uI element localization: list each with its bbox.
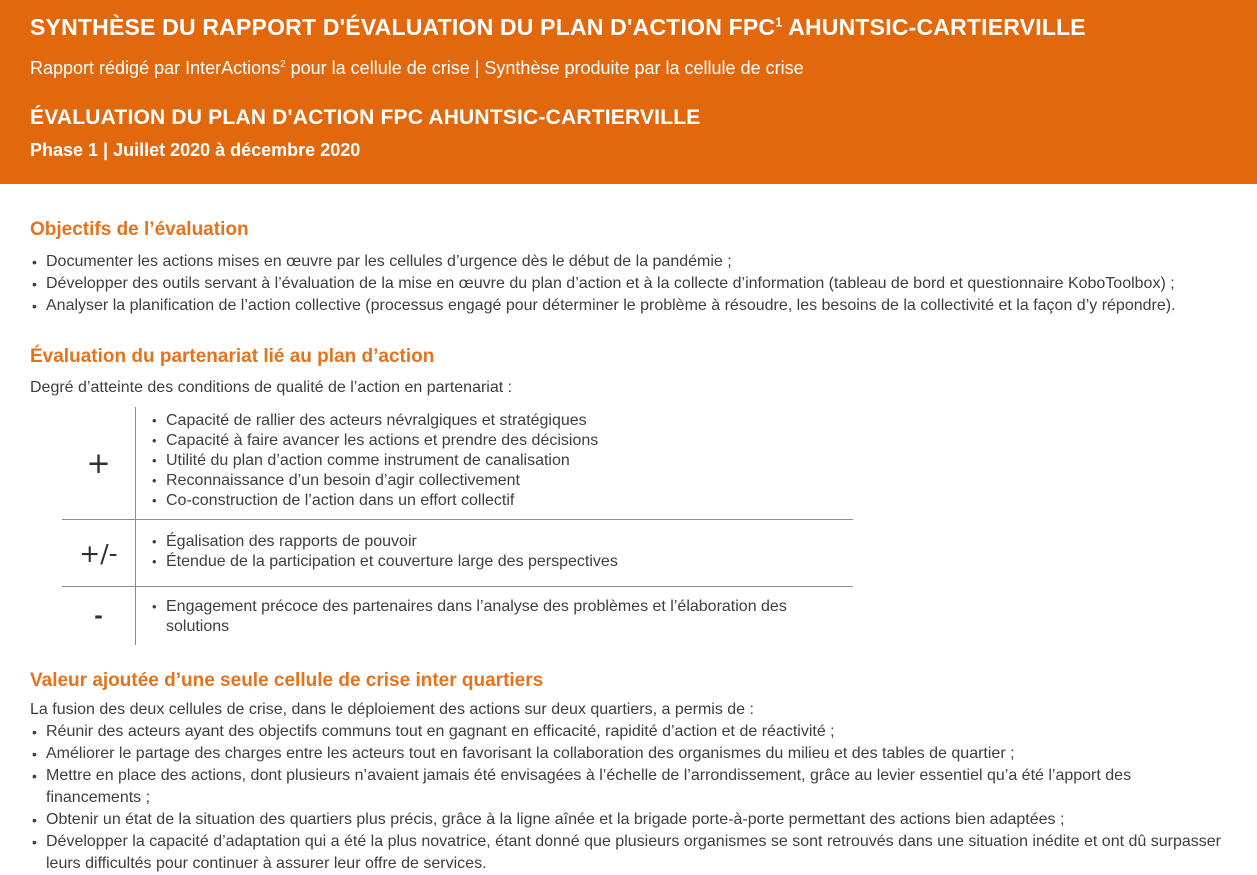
partnership-intro: Degré d’atteinte des conditions de qualité de l’action en partenariat :: [30, 379, 513, 396]
banner: [0, 0, 1257, 184]
list-item: • Reconnaissance d’un besoin d’agir collectivement: [152, 471, 847, 491]
table-row-minus: [62, 586, 853, 645]
table-cell: [135, 520, 853, 586]
footnote-ref-2: 2: [280, 59, 286, 70]
list-item: • Améliorer le partage des charges entre les acteurs tout en favorisant la collaboration des organismes du milieu et des tables de quartier ;: [30, 743, 1229, 765]
table-row-plus: [62, 407, 853, 519]
list-item: • Égalisation des rapports de pouvoir: [152, 532, 847, 552]
rating-symbol-minus: -: [94, 604, 103, 628]
rating-symbol-plus: +: [86, 446, 111, 480]
partnership-heading: Évaluation du partenariat lié au plan d’action: [30, 346, 435, 367]
report-subtitle: [30, 57, 1227, 80]
list-item: • Documenter les actions mises en œuvre par les cellules d’urgence dès le début de la pandémie ;: [30, 251, 1229, 273]
table-cell: [135, 407, 853, 519]
list-item: • Développer la capacité d’adaptation qui a été la plus novatrice, étant donné que plusieurs organismes se sont retrouvés dans une situation inédite et ont dû surpasser leurs difficultés pour continuer à assurer leur offre de services.: [30, 831, 1229, 875]
list-item: • Étendue de la participation et couverture large des perspectives: [152, 552, 847, 572]
section-partnership: [30, 345, 1229, 645]
list-item: • Réunir des acteurs ayant des objectifs communs tout en gagnant en efficacité, rapidité d’action et de réactivité ;: [30, 721, 1229, 743]
added-value-intro: La fusion des deux cellules de crise, dans le déploiement des actions sur deux quartiers, a permis de :: [30, 701, 754, 718]
objectives-list: [30, 251, 1229, 317]
table-row-plus-minus: [62, 519, 853, 586]
list-item: • Obtenir un état de la situation des quartiers plus précis, grâce à la ligne aînée et la brigade porte-à-porte permettant des actions bien adaptées ;: [30, 809, 1229, 831]
report-title-text: SYNTHÈSE DU RAPPORT D'ÉVALUATION DU PLAN D'ACTION FPC: [30, 14, 776, 40]
partnership-rating-table: [62, 407, 853, 645]
list-item: • Utilité du plan d’action comme instrument de canalisation: [152, 451, 847, 471]
report-title: [30, 13, 1227, 42]
list-item: • Capacité à faire avancer les actions et prendre des décisions: [152, 431, 847, 451]
report-body: [0, 218, 1257, 875]
footnote-ref-1: 1: [775, 15, 783, 30]
list-item: • Développer des outils servant à l’évaluation de la mise en œuvre du plan d’action et à la collecte d’information (tableau de bord et questionnaire KoboToolbox) ;: [30, 273, 1229, 295]
list-item: • Capacité de rallier des acteurs névralgiques et stratégiques: [152, 411, 847, 431]
list-item: • Co-construction de l’action dans un effort collectif: [152, 491, 847, 511]
report-subtitle-suffix: pour la cellule de crise | Synthèse produite par la cellule de crise: [285, 58, 804, 78]
list-item: • Mettre en place des actions, dont plusieurs n’avaient jamais été envisagées à l’échelle de l’arrondissement, grâce au levier essentiel qu’a été l’apport des financements ;: [30, 765, 1229, 809]
section-added-value: [30, 669, 1229, 875]
rating-symbol-plus-minus: +/-: [79, 538, 118, 568]
evaluation-title: ÉVALUATION DU PLAN D'ACTION FPC AHUNTSIC-CARTIERVILLE: [30, 106, 701, 129]
report-title-suffix: AHUNTSIC-CARTIERVILLE: [782, 14, 1086, 40]
added-value-heading: Valeur ajoutée d’une seule cellule de crise inter quartiers: [30, 670, 544, 691]
section-objectives: [30, 218, 1229, 317]
list-item: • Analyser la planification de l’action collective (processus engagé pour déterminer le problème à résoudre, les besoins de la collectivité et la façon d’y répondre).: [30, 295, 1229, 317]
table-cell: [135, 587, 853, 645]
objectives-heading: Objectifs de l’évaluation: [30, 219, 249, 240]
phase-line: Phase 1 | Juillet 2020 à décembre 2020: [30, 140, 361, 160]
added-value-list: [30, 721, 1229, 875]
list-item: • Engagement précoce des partenaires dans l’analyse des problèmes et l’élaboration des solutions: [152, 597, 847, 637]
report-subtitle-text: Rapport rédigé par InterActions: [30, 58, 281, 78]
